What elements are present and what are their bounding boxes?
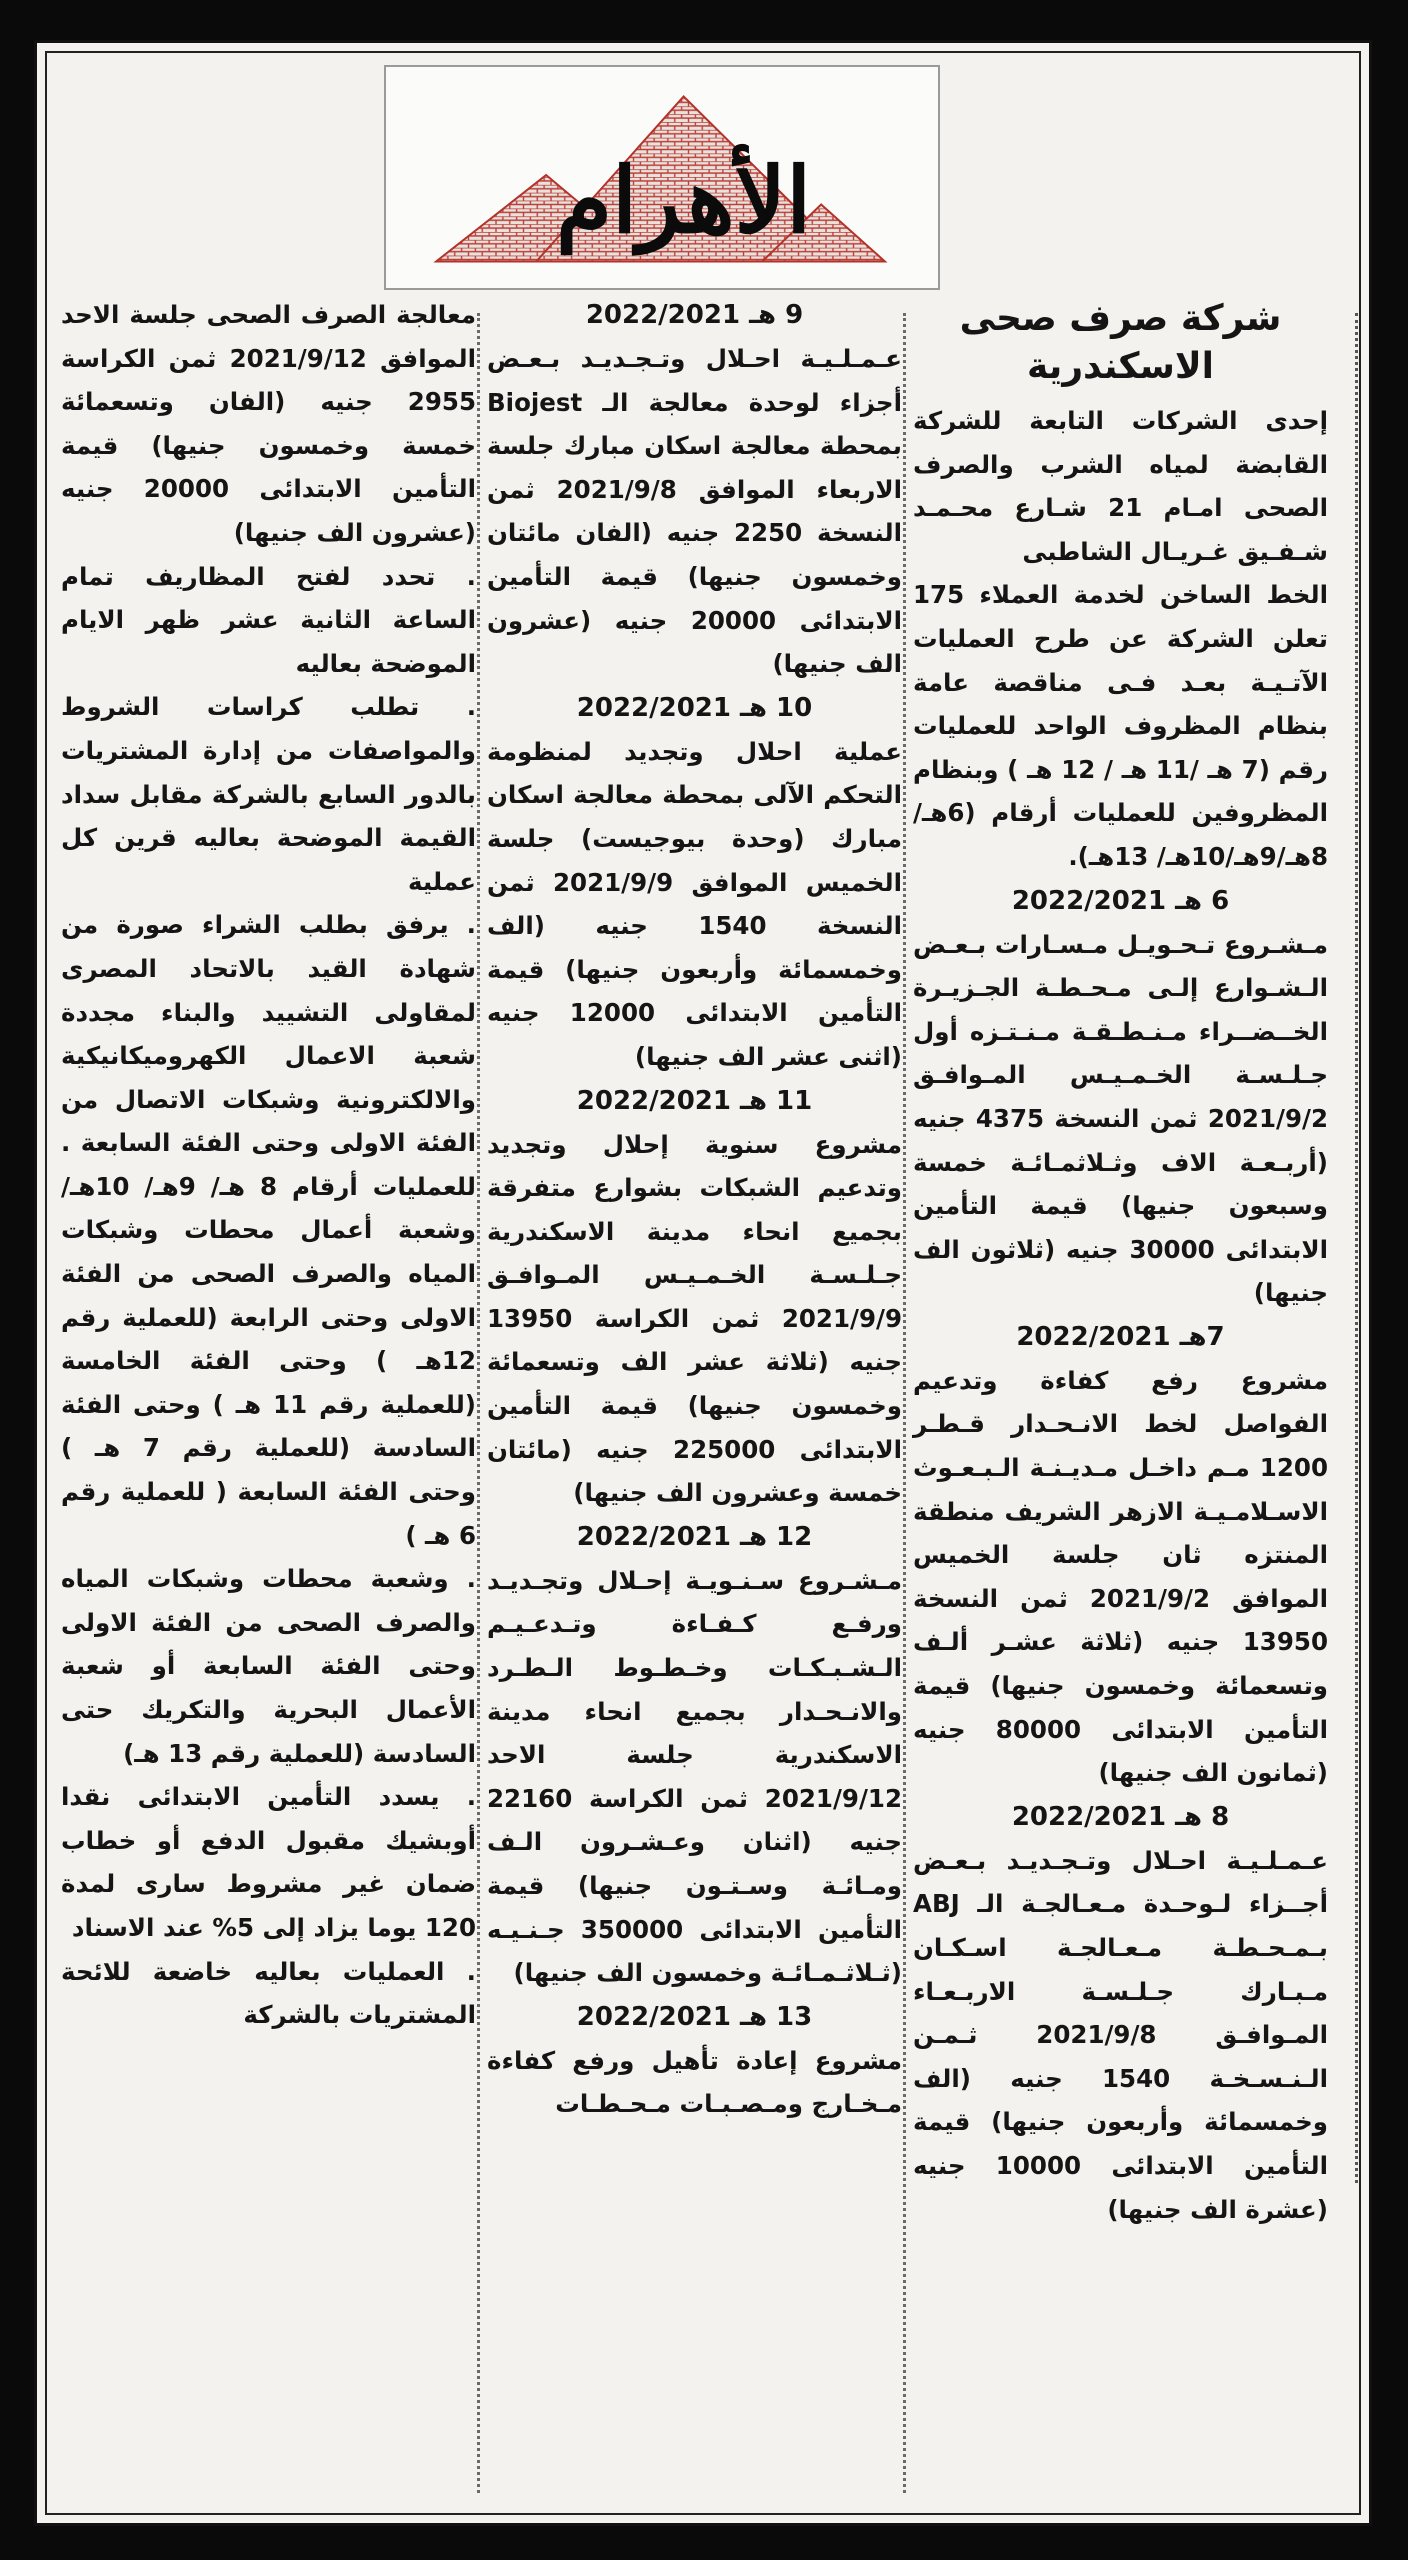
lot-description-continued: معالجة الصرف الصحى جلسة الاحد الموافق 2021/9/12 ثمن الكراسة 2955 جنيه (الفان وتسعمائة خمسة وخمسون جنيها) قيمة التأمين الابتدائى 20000 جنيه (عشرون الف جنيها) <box>61 300 476 547</box>
announcement-intro: إحدى الشركات التابعة للشركة القابضة لمياه الشرب والصرف الصحى امـام 21 شـارع محـمـد شـفـيق غـريـال الشاطبى <box>913 406 1329 566</box>
condition-item: . يرفق بطلب الشراء صورة من شهادة القيد بالاتحاد المصرى لمقاولى التشييد والبناء مجددة شعبة الاعمال الكهروميكانيكية والالكترونية وشبكات الاتصال من الفئة الاولى وحتى الفئة السابعة . للعمليات أرقام 8 هـ/ 9هـ/ 10هـ/ وشعبة أعمال محطات وشبكات المياه والصرف الصحى من الفئة الاولى وحتى الرابعة (للعملية رقم 12هـ ) وحتى الفئة الخامسة (للعملية رقم 11 هـ ) وحتى الفئة السادسة (للعملية رقم 7 هـ ) وحتى الفئة السابعة ( للعملية رقم 6 هـ ) <box>61 910 476 1550</box>
newspaper-logo <box>384 65 940 290</box>
announcement-column-left <box>61 293 476 2037</box>
announcement-column-middle <box>487 293 902 2126</box>
logo-wordmark: الأهرام <box>556 148 812 255</box>
lot-heading: 13 هـ 2022/2021 <box>576 2001 813 2032</box>
announcement-column-right <box>913 293 1328 2231</box>
lot-description: مشروع إعادة تأهيل ورفع كفاءة مـخـارج ومـصـبـات مـحـطـات <box>487 2045 902 2119</box>
condition-item: . تحدد لفتح المظاريف تمام الساعة الثانية عشر ظهر الايام الموضحة بعاليه <box>61 561 476 678</box>
lot-description: مـشـروع تـحـويـل مـسـارات بـعـض الـشـوارع إلـى مـحـطـة الجـزيـرة الخــضــراء مـنـطـقـة مـنـتـزه أول جـلـسـة الخـمـيـس المـوافـق 2021/9/2 ثمن النسخة 4375 جنيه (أربـعـة الاف وثـلاثمـائـة خمسة وسبعون جنيها) قيمة التأمين الابتدائى 30000 جنيه (ثلاثون الف جنيها) <box>913 929 1328 1308</box>
column-divider <box>903 313 906 2493</box>
lot-heading: 9 هـ 2022/2021 <box>585 300 804 330</box>
lot-description: عـمـلـيـة احـلال وتـجـديـد بـعـض أجزاء لوحدة معالجة الـ Biojest بمحطة معالجة اسكان مبارك جلسة الاربعاء الموافق 2021/9/8 ثمن النسخة 2250 جنيه (الفان مائتان وخمسون جنيها) قيمة التأمين الابتدائى 20000 جنيه (عشرون الف جنيها) <box>487 344 903 679</box>
condition-item: . العمليات بعاليه خاضعة للائحة المشتريات بالشركة <box>61 1956 476 2030</box>
lot-description: مشروع رفع كفاءة وتدعيم الفواصل لخط الانـحـدار قـطـر 1200 مـم داخـل مـديـنـة الـبـعـوث الاسـلامـيـة الازهر الشريف منطقة المنتزه ثان جلسة الخميس الموافق 2021/9/2 ثمن النسخة 13950 جنيه (ثلاثة عشـر ألـف وتسعمائة وخمسون جنيها) قيمة التأمين الابتدائى 80000 جنيه (ثمانون الف جنيها) <box>913 1365 1328 1788</box>
pyramid-logo-icon <box>386 67 938 288</box>
lot-description: مشروع سنوية إحلال وتجديد وتدعيم الشبكات بشوارع متفرقة بجميع انحاء مدينة الاسكندرية جـلـسـة الخـمـيـس المـوافـق 2021/9/9 ثمن الكراسة 13950 جنيه (ثلاثة عشر الف وتسعمائة وخمسون جنيها) قيمة التأمين الابتدائى 225000 جنيه (مائتان خمسة وعشرون الف جنيها) <box>487 1129 902 1508</box>
company-title: شركة صرف صحى الاسكندرية <box>959 298 1282 387</box>
margin-rule <box>1355 313 1361 2183</box>
lot-description: عملية احلال وتجديد لمنظومة التحكم الآلى بمحطة معالجة اسكان مبارك (وحدة بيوجيست) جلسة الخميس الموافق 2021/9/9 ثمن النسخة 1540 جنيه (الف وخمسمائة وأربعون جنيها) قيمة التأمين الابتدائى 12000 جنيه (اثنى عشر الف جنيها) <box>487 736 903 1071</box>
lot-heading: 7هـ 2022/2021 <box>1016 1321 1225 1352</box>
lot-description: عـمـلـيـة احـلال وتـجـديـد بـعـض أجــزاء لـوحـدة مـعـالجـة الـ ABJ بـمـحـطـة مـعـالجـة اسـكـان مـبـارك جـلـسـة الاربـعـاء المـوافـق 2021/9/8 ثـمـن الـنـسـخـة 1540 جنيه (الف وخمسمائة وأربعون جنيها) قيمة التأمين الابتدائى 10000 جنيه (عشرة الف جنيها) <box>913 1845 1329 2224</box>
newspaper-clipping <box>34 40 1372 2526</box>
lot-description: مـشـروع سـنـويـة إحـلال وتجـديـد ورفـع كـفـاءة وتـدعـيـم الـشـبـكـات وخـطـوط الـطـرد والانـحـدار بجميع انحاء مدينة الاسكندرية جلسة الاحد 2021/9/12 ثمن الكراسة 22160 جنيه (اثنان وعـشـرون الـف ومـائـة وسـتـون جنيها) قيمة التأمين الابتدائى 350000 جـنـيـه (ثـلاثـمـائـة وخمسون الف جنيها) <box>487 1565 903 1988</box>
column-divider <box>477 313 480 2493</box>
lot-heading: 10 هـ 2022/2021 <box>576 692 813 723</box>
lot-heading: 8 هـ 2022/2021 <box>1011 1801 1230 1832</box>
lot-heading: 11 هـ 2022/2021 <box>576 1085 813 1116</box>
lot-heading: 12 هـ 2022/2021 <box>576 1521 813 1552</box>
lot-heading: 6 هـ 2022/2021 <box>1011 885 1230 916</box>
condition-item: . تطلب كراسات الشروط والمواصفات من إدارة المشتريات بالدور السابع بالشركة مقابل سداد القيمة الموضحة بعاليه قرين كل عملية <box>61 692 476 896</box>
condition-item: . وشعبة محطات وشبكات المياه والصرف الصحى من الفئة الاولى وحتى الفئة السابعة أو شعبة الأعمال البحرية والتكريك حتى السادسة (للعملية رقم 13 هـ) <box>61 1564 476 1768</box>
announcement-body: الخط الساخن لخدمة العملاء 175 تعلن الشركة عن طرح العمليات الآتـيـة بعـد فـى مناقصة عامة بنظام المظروف الواحد للعمليات رقم (7 هـ /11 هـ / 12 هـ ) وبنظام المظروفين للعمليات أرقام (6هـ/ 8هـ/9هـ/10هـ/ 13هـ). <box>913 580 1328 871</box>
condition-item: . يسدد التأمين الابتدائى نقدا أوبشيك مقبول الدفع أو خطاب ضمان غير مشروط سارى لمدة 120 يوما يزاد إلى 5% عند الاسناد <box>61 1782 476 1942</box>
